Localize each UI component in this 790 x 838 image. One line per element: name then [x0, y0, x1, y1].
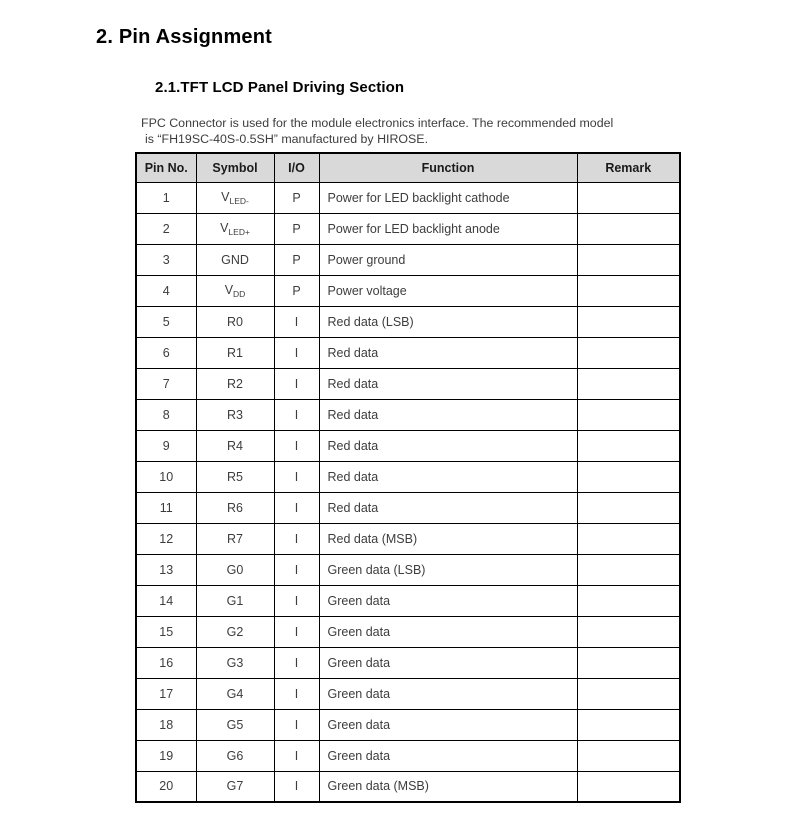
- symbol-base: V: [220, 220, 229, 235]
- function-cell: Red data: [319, 461, 577, 492]
- pin-no-cell: 11: [136, 492, 196, 523]
- symbol-subscript: LED-: [229, 195, 249, 206]
- io-cell: I: [274, 616, 319, 647]
- col-header-symbol: Symbol: [196, 153, 274, 182]
- io-cell: I: [274, 771, 319, 802]
- symbol-base: R0: [227, 314, 243, 329]
- table-row: [136, 740, 680, 771]
- pin-no-cell: 10: [136, 461, 196, 492]
- symbol-base: R1: [227, 345, 243, 360]
- symbol-base: R7: [227, 531, 243, 546]
- remark-cell: [577, 275, 680, 306]
- remark-cell: [577, 182, 680, 213]
- symbol-base: R6: [227, 500, 243, 515]
- table-row: [136, 523, 680, 554]
- remark-cell: [577, 616, 680, 647]
- function-cell: Red data: [319, 492, 577, 523]
- symbol-cell: [196, 554, 274, 585]
- function-cell: Green data (MSB): [319, 771, 577, 802]
- io-cell: I: [274, 647, 319, 678]
- function-cell: Power for LED backlight anode: [319, 213, 577, 244]
- table-body: [136, 182, 680, 802]
- remark-cell: [577, 213, 680, 244]
- io-cell: I: [274, 709, 319, 740]
- pin-no-cell: 19: [136, 740, 196, 771]
- io-cell: I: [274, 740, 319, 771]
- table-row: [136, 647, 680, 678]
- table-row: [136, 182, 680, 213]
- symbol-base: G7: [226, 779, 244, 794]
- symbol-base: G6: [226, 748, 244, 763]
- io-cell: I: [274, 306, 319, 337]
- function-cell: Green data: [319, 678, 577, 709]
- function-cell: Green data: [319, 740, 577, 771]
- symbol-cell: [196, 585, 274, 616]
- remark-cell: [577, 523, 680, 554]
- symbol-base: G3: [226, 655, 244, 670]
- symbol-cell: [196, 647, 274, 678]
- pin-no-cell: 15: [136, 616, 196, 647]
- pin-no-cell: 17: [136, 678, 196, 709]
- symbol-cell: [196, 368, 274, 399]
- symbol-cell: [196, 399, 274, 430]
- function-cell: Red data: [319, 368, 577, 399]
- io-cell: I: [274, 523, 319, 554]
- table-row: [136, 709, 680, 740]
- io-cell: I: [274, 337, 319, 368]
- symbol-cell: [196, 213, 274, 244]
- function-cell: Green data (LSB): [319, 554, 577, 585]
- table-row: [136, 213, 680, 244]
- symbol-cell: [196, 616, 274, 647]
- remark-cell: [577, 492, 680, 523]
- remark-cell: [577, 306, 680, 337]
- symbol-subscript: LED+: [228, 226, 250, 237]
- subsection-heading: 2.1.TFT LCD Panel Driving Section: [155, 79, 405, 96]
- symbol-cell: [196, 740, 274, 771]
- function-cell: Power ground: [319, 244, 577, 275]
- table-row: [136, 585, 680, 616]
- function-cell: Green data: [319, 616, 577, 647]
- symbol-cell: [196, 461, 274, 492]
- symbol-cell: [196, 244, 274, 275]
- pin-no-cell: 8: [136, 399, 196, 430]
- table-row: [136, 678, 680, 709]
- col-header-io: I/O: [274, 153, 319, 182]
- symbol-cell: [196, 709, 274, 740]
- pin-no-cell: 5: [136, 306, 196, 337]
- io-cell: P: [274, 182, 319, 213]
- remark-cell: [577, 399, 680, 430]
- io-cell: I: [274, 678, 319, 709]
- pin-no-cell: 16: [136, 647, 196, 678]
- pin-no-cell: 14: [136, 585, 196, 616]
- io-cell: I: [274, 585, 319, 616]
- symbol-base: G2: [226, 624, 244, 639]
- io-cell: I: [274, 399, 319, 430]
- remark-cell: [577, 461, 680, 492]
- section-heading: 2. Pin Assignment: [96, 26, 273, 48]
- pin-no-cell: 9: [136, 430, 196, 461]
- io-cell: I: [274, 368, 319, 399]
- pin-no-cell: 7: [136, 368, 196, 399]
- symbol-cell: [196, 430, 274, 461]
- table-row: [136, 492, 680, 523]
- function-cell: Red data: [319, 399, 577, 430]
- table-row: [136, 337, 680, 368]
- table-row: [136, 244, 680, 275]
- function-cell: Green data: [319, 709, 577, 740]
- table-row: [136, 616, 680, 647]
- io-cell: I: [274, 492, 319, 523]
- remark-cell: [577, 337, 680, 368]
- symbol-cell: [196, 275, 274, 306]
- table-row: [136, 306, 680, 337]
- symbol-base: V: [224, 282, 234, 297]
- remark-cell: [577, 740, 680, 771]
- pin-no-cell: 20: [136, 771, 196, 802]
- function-cell: Power for LED backlight cathode: [319, 182, 577, 213]
- symbol-cell: [196, 771, 274, 802]
- io-cell: P: [274, 244, 319, 275]
- symbol-cell: [196, 523, 274, 554]
- remark-cell: [577, 647, 680, 678]
- table-row: [136, 430, 680, 461]
- function-cell: Red data: [319, 337, 577, 368]
- symbol-base: R2: [227, 376, 243, 391]
- pin-no-cell: 13: [136, 554, 196, 585]
- symbol-cell: [196, 182, 274, 213]
- symbol-base: GND: [221, 252, 249, 267]
- remark-cell: [577, 585, 680, 616]
- table-row: [136, 554, 680, 585]
- remark-cell: [577, 430, 680, 461]
- io-cell: I: [274, 461, 319, 492]
- remark-cell: [577, 709, 680, 740]
- symbol-base: G0: [226, 562, 244, 577]
- pin-no-cell: 6: [136, 337, 196, 368]
- pin-no-cell: 3: [136, 244, 196, 275]
- function-cell: Power voltage: [319, 275, 577, 306]
- function-cell: Red data (MSB): [319, 523, 577, 554]
- pin-no-cell: 12: [136, 523, 196, 554]
- table-row: [136, 771, 680, 802]
- col-header-pin-no: Pin No.: [136, 153, 196, 182]
- table-row: [136, 461, 680, 492]
- io-cell: P: [274, 213, 319, 244]
- symbol-subscript: DD: [233, 288, 246, 299]
- pin-no-cell: 4: [136, 275, 196, 306]
- pin-no-cell: 2: [136, 213, 196, 244]
- remark-cell: [577, 368, 680, 399]
- symbol-cell: [196, 306, 274, 337]
- table-row: [136, 275, 680, 306]
- symbol-cell: [196, 492, 274, 523]
- intro-paragraph: [141, 116, 613, 147]
- remark-cell: [577, 244, 680, 275]
- intro-line-1: FPC Connector is used for the module electronics interface. The recommended model: [141, 116, 614, 130]
- symbol-base: R3: [227, 407, 243, 422]
- remark-cell: [577, 771, 680, 802]
- symbol-cell: [196, 337, 274, 368]
- symbol-cell: [196, 678, 274, 709]
- intro-line-2: is “FH19SC-40S-0.5SH” manufactured by HIROSE.: [145, 131, 429, 146]
- io-cell: P: [274, 275, 319, 306]
- symbol-base: V: [221, 189, 230, 204]
- io-cell: I: [274, 554, 319, 585]
- symbol-base: R5: [227, 469, 243, 484]
- function-cell: Red data (LSB): [319, 306, 577, 337]
- col-header-function: Function: [319, 153, 577, 182]
- remark-cell: [577, 678, 680, 709]
- pin-assignment-table: [135, 152, 681, 803]
- table-row: [136, 368, 680, 399]
- io-cell: I: [274, 430, 319, 461]
- function-cell: Green data: [319, 585, 577, 616]
- pin-no-cell: 18: [136, 709, 196, 740]
- col-header-remark: Remark: [577, 153, 680, 182]
- symbol-base: G4: [226, 686, 244, 701]
- pin-no-cell: 1: [136, 182, 196, 213]
- symbol-base: G1: [226, 593, 244, 608]
- symbol-base: G5: [226, 717, 244, 732]
- function-cell: Green data: [319, 647, 577, 678]
- symbol-base: R4: [227, 438, 243, 453]
- table-row: [136, 399, 680, 430]
- table-header-row: [136, 153, 680, 182]
- function-cell: Red data: [319, 430, 577, 461]
- remark-cell: [577, 554, 680, 585]
